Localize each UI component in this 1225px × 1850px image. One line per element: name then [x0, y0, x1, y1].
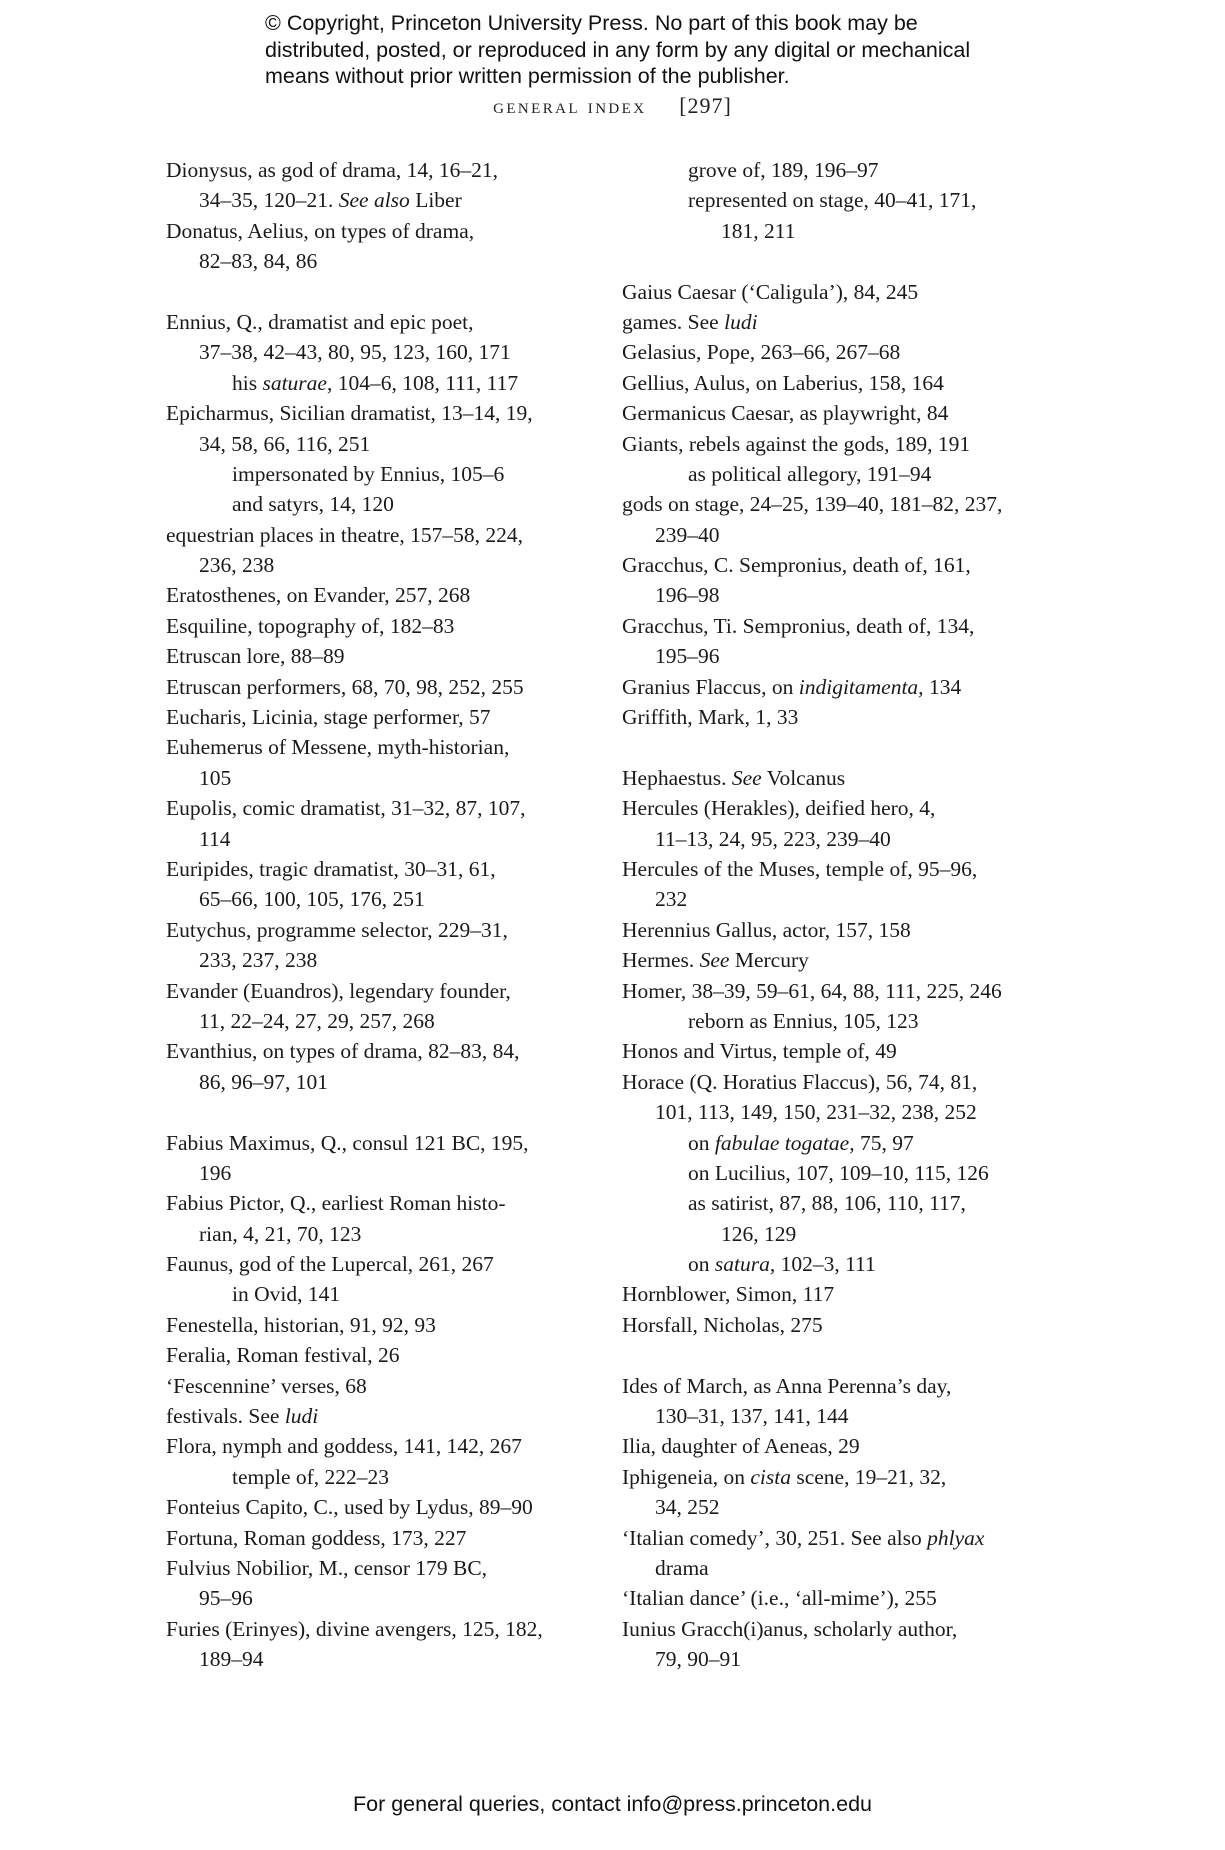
index-entry: Fenestella, historian, 91, 92, 93 — [166, 1312, 436, 1337]
index-entry: Dionysus, as god of drama, 14, 16–21, — [166, 158, 499, 182]
index-entry: ‘Italian comedy’, 30, 251. See also phlyax — [622, 1525, 985, 1550]
index-entry-continuation: 105 — [199, 765, 232, 790]
index-entry-continuation: 126, 129 — [721, 1221, 797, 1246]
index-entry: Eupolis, comic dramatist, 31–32, 87, 107, — [166, 796, 526, 821]
index-entry: Hercules (Herakles), deified hero, 4, — [622, 796, 936, 821]
index-subentry: impersonated by Ennius, 105–6 — [232, 461, 505, 486]
index-entry-continuation: 114 — [199, 826, 231, 851]
index-entry: games. See ludi — [622, 309, 758, 334]
index-subentry: temple of, 222–23 — [232, 1464, 390, 1489]
index-entry-continuation: 86, 96–97, 101 — [199, 1069, 328, 1094]
index-entry-continuation: 34–35, 120–21. See also Liber — [199, 188, 462, 213]
copyright-line: distributed, posted, or reproduced in any form by any digital or mechanical — [265, 37, 971, 62]
index-entry: Griffith, Mark, 1, 33 — [622, 705, 799, 730]
index-column-left — [166, 155, 586, 1675]
index-entry: ‘Italian dance’ (i.e., ‘all-mime’), 255 — [622, 1586, 937, 1611]
index-section-gap — [622, 246, 1042, 276]
index-entry: Esquiline, topography of, 182–83 — [166, 613, 455, 638]
index-entry: Feralia, Roman festival, 26 — [166, 1343, 400, 1368]
index-entry: Ennius, Q., dramatist and epic poet, — [166, 309, 474, 334]
index-entry-continuation: 195–96 — [655, 644, 720, 669]
index-entry: Honos and Virtus, temple of, 49 — [622, 1039, 897, 1064]
index-entry: Iphigeneia, on cista scene, 19–21, 32, — [622, 1464, 947, 1489]
index-entry: Hercules of the Muses, temple of, 95–96, — [622, 856, 978, 881]
index-entry: Etruscan lore, 88–89 — [166, 644, 345, 669]
index-entry: Epicharmus, Sicilian dramatist, 13–14, 19, — [166, 401, 533, 426]
index-entry-continuation: 239–40 — [655, 522, 720, 547]
index-subentry: in Ovid, 141 — [232, 1282, 341, 1307]
index-entry: Etruscan performers, 68, 70, 98, 252, 255 — [166, 674, 524, 699]
index-entry-continuation: rian, 4, 21, 70, 123 — [199, 1221, 362, 1246]
index-entry: Faunus, god of the Lupercal, 261, 267 — [166, 1252, 494, 1277]
index-entry-continuation: 65–66, 100, 105, 176, 251 — [199, 887, 425, 912]
index-entry-continuation: 181, 211 — [721, 218, 796, 243]
running-head — [0, 93, 1225, 119]
index-entry: festivals. See ludi — [166, 1404, 319, 1429]
index-subentry: on Lucilius, 107, 109–10, 115, 126 — [688, 1160, 989, 1185]
index-entry-continuation: 34, 58, 66, 116, 251 — [199, 431, 371, 456]
index-entry-continuation: 79, 90–91 — [655, 1647, 741, 1672]
index-subentry: and satyrs, 14, 120 — [232, 492, 394, 517]
index-subentry: his saturae, 104–6, 108, 111, 117 — [232, 370, 519, 395]
index-entry: Donatus, Aelius, on types of drama, — [166, 218, 475, 243]
index-entry: Germanicus Caesar, as playwright, 84 — [622, 401, 949, 426]
copyright-line: means without prior written permission of the publisher. — [265, 64, 790, 88]
index-entry: Gellius, Aulus, on Laberius, 158, 164 — [622, 370, 944, 395]
index-section-gap — [622, 732, 1042, 762]
index-entry: Ilia, daughter of Aeneas, 29 — [622, 1434, 860, 1459]
index-entry: Granius Flaccus, on indigitamenta, 134 — [622, 674, 962, 699]
index-entry-continuation: 82–83, 84, 86 — [199, 249, 318, 274]
index-entry-continuation: 196–98 — [655, 583, 720, 608]
index-entry: Hephaestus. See Volcanus — [622, 765, 846, 790]
index-entry-continuation: 95–96 — [199, 1586, 253, 1611]
index-entry: gods on stage, 24–25, 139–40, 181–82, 237, — [622, 492, 1003, 517]
index-entry-continuation: 232 — [655, 887, 688, 912]
index-entry: Hornblower, Simon, 117 — [622, 1282, 835, 1307]
index-entry-continuation: 11–13, 24, 95, 223, 239–40 — [655, 826, 891, 851]
index-section-gap — [166, 1097, 586, 1127]
index-subentry: as satirist, 87, 88, 106, 110, 117, — [688, 1191, 966, 1216]
index-entry: Ides of March, as Anna Perenna’s day, — [622, 1373, 952, 1398]
index-entry: Euhemerus of Messene, myth-historian, — [166, 735, 510, 760]
index-subentry: reborn as Ennius, 105, 123 — [688, 1008, 919, 1033]
index-entry: Gracchus, Ti. Sempronius, death of, 134, — [622, 613, 975, 638]
index-entry: Evander (Euandros), legendary founder, — [166, 978, 511, 1003]
index-entry: Horsfall, Nicholas, 275 — [622, 1312, 823, 1337]
index-entry: Eucharis, Licinia, stage performer, 57 — [166, 705, 491, 730]
index-entry: Horace (Q. Horatius Flaccus), 56, 74, 81, — [622, 1069, 978, 1094]
index-entry: Flora, nymph and goddess, 141, 142, 267 — [166, 1434, 522, 1459]
index-entry: Homer, 38–39, 59–61, 64, 88, 111, 225, 246 — [622, 978, 1002, 1003]
index-entry: Giants, rebels against the gods, 189, 191 — [622, 431, 971, 456]
index-entry: Fonteius Capito, C., used by Lydus, 89–90 — [166, 1495, 533, 1520]
index-subentry: as political allegory, 191–94 — [688, 461, 932, 486]
index-subentry: grove of, 189, 196–97 — [688, 158, 879, 182]
index-entry-continuation: 189–94 — [199, 1647, 264, 1672]
index-entry-continuation: 37–38, 42–43, 80, 95, 123, 160, 171 — [199, 340, 511, 365]
index-entry-continuation: 233, 237, 238 — [199, 948, 318, 973]
index-entry: Euripides, tragic dramatist, 30–31, 61, — [166, 856, 496, 881]
index-column-right — [622, 155, 1042, 1675]
index-entry: Evanthius, on types of drama, 82–83, 84, — [166, 1039, 520, 1064]
running-head-title: general index — [493, 93, 647, 118]
index-entry: Gelasius, Pope, 263–66, 267–68 — [622, 340, 901, 365]
index-entry: Fabius Maximus, Q., consul 121 BC, 195, — [166, 1130, 529, 1155]
index-entry: ‘Fescennine’ verses, 68 — [166, 1373, 367, 1398]
index-entry: Herennius Gallus, actor, 157, 158 — [622, 917, 911, 942]
index-entry: Fulvius Nobilior, M., censor 179 BC, — [166, 1555, 488, 1580]
index-entry-continuation: 34, 252 — [655, 1495, 720, 1520]
index-entry-continuation: drama — [655, 1555, 709, 1580]
index-entry: Gaius Caesar (‘Caligula’), 84, 245 — [622, 279, 919, 304]
index-section-gap — [622, 1340, 1042, 1370]
footer-contact: For general queries, contact info@press.princeton.edu — [352, 1792, 872, 1816]
index-entry-continuation: 130–31, 137, 141, 144 — [655, 1404, 849, 1429]
index-subentry: on satura, 102–3, 111 — [688, 1252, 876, 1277]
copyright-line: © Copyright, Princeton University Press. No part of this book may be — [265, 11, 918, 35]
copyright-notice — [265, 10, 1025, 90]
index-entry: Fabius Pictor, Q., earliest Roman histo- — [166, 1191, 506, 1216]
index-entry-continuation: 11, 22–24, 27, 29, 257, 268 — [199, 1008, 435, 1033]
index-entry: Fortuna, Roman goddess, 173, 227 — [166, 1525, 467, 1550]
index-entry: Furies (Erinyes), divine avengers, 125, 182, — [166, 1616, 543, 1641]
index-subentry: on fabulae togatae, 75, 97 — [688, 1130, 914, 1155]
index-entry-continuation: 236, 238 — [199, 553, 275, 578]
index-entry: Eratosthenes, on Evander, 257, 268 — [166, 583, 471, 608]
index-entry: Eutychus, programme selector, 229–31, — [166, 917, 508, 942]
page-number: [297] — [679, 93, 732, 118]
index-section-gap — [166, 277, 586, 307]
index-entry: Gracchus, C. Sempronius, death of, 161, — [622, 553, 971, 578]
index-entry: equestrian places in theatre, 157–58, 224, — [166, 522, 524, 547]
index-subentry: represented on stage, 40–41, 171, — [688, 188, 977, 213]
index-entry-continuation: 196 — [199, 1160, 232, 1185]
index-entry: Iunius Gracch(i)anus, scholarly author, — [622, 1616, 958, 1641]
index-entry: Hermes. See Mercury — [622, 948, 809, 973]
index-entry-continuation: 101, 113, 149, 150, 231–32, 238, 252 — [655, 1100, 977, 1125]
